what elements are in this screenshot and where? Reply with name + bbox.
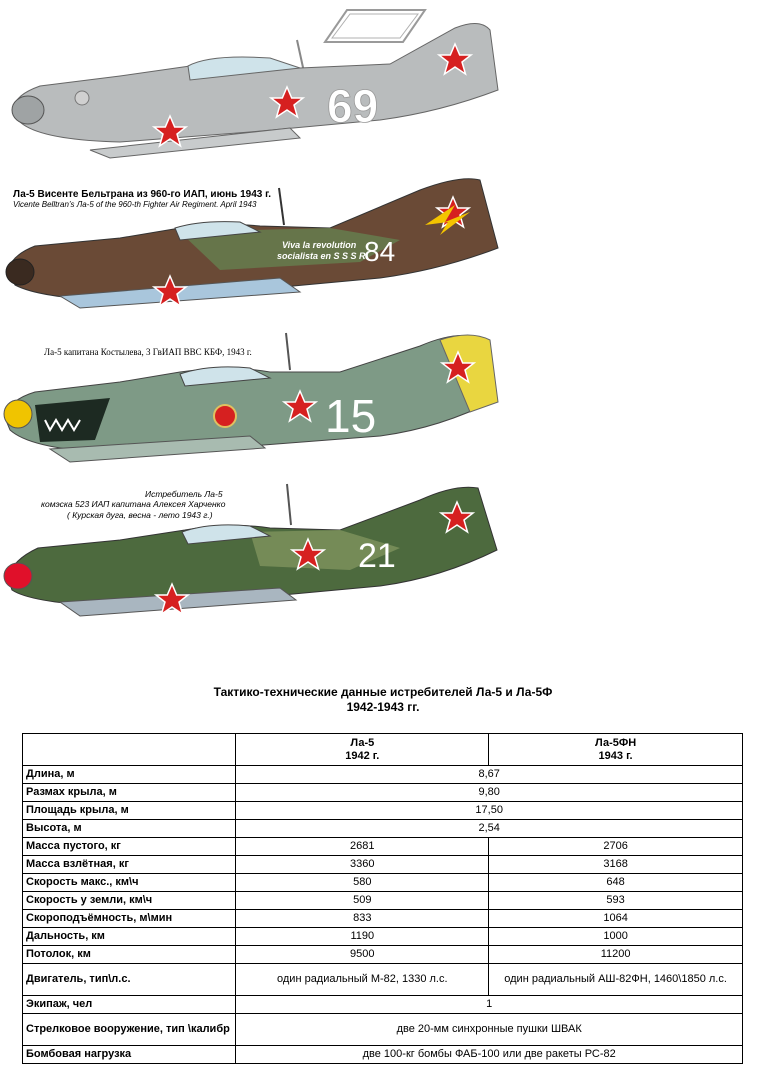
row-label: Длина, м <box>23 766 236 784</box>
row-value-la5: 833 <box>236 910 489 928</box>
row-label: Площадь крыла, м <box>23 802 236 820</box>
row-value-la5fn: 3168 <box>489 856 743 874</box>
row-label: Потолок, км <box>23 946 236 964</box>
plane-2-slogan-2: socialista en S S S R <box>277 251 366 261</box>
table-row <box>23 964 743 996</box>
row-value: две 100-кг бомбы ФАБ-100 или две ракеты РС-82 <box>236 1046 743 1064</box>
row-value-la5fn: один радиальный АШ-82ФН, 1460\1850 л.с. <box>489 964 743 996</box>
row-value-la5fn: 1000 <box>489 928 743 946</box>
plane-2-caption-en: Vicente Belltran’s Ла-5 of the 960-th Fighter Air Regiment. April 1943 <box>13 200 257 209</box>
row-value-la5fn: 648 <box>489 874 743 892</box>
row-label: Высота, м <box>23 820 236 838</box>
row-value-la5: 509 <box>236 892 489 910</box>
table-row <box>23 1046 743 1064</box>
row-value: две 20-мм синхронные пушки ШВАК <box>236 1014 743 1046</box>
plane-3-caption: Ла-5 капитана Костылева, 3 ГвИАП ВВС КБФ, 1943 г. <box>44 347 252 357</box>
plane-2-slogan-1: Viva la revolution <box>282 240 357 250</box>
header-la5 <box>236 734 489 766</box>
row-value-la5: 1190 <box>236 928 489 946</box>
row-value-la5fn: 11200 <box>489 946 743 964</box>
table-row <box>23 802 743 820</box>
row-value-la5fn: 593 <box>489 892 743 910</box>
plane-4-caption-line-3: ( Курская дуга, весна - лето 1943 г.) <box>67 510 213 520</box>
row-label: Скороподъёмность, м\мин <box>23 910 236 928</box>
header-la5-year: 1942 г. <box>345 749 380 762</box>
table-row <box>23 856 743 874</box>
table-title-line-2: 1942-1943 гг. <box>346 700 420 714</box>
plane-3-number: 15 <box>325 390 377 442</box>
plane-2-caption-ru: Ла-5 Висенте Бельтрана из 960-го ИАП, июнь 1943 г. <box>13 189 272 200</box>
row-value: 9,80 <box>236 784 743 802</box>
table-row <box>23 874 743 892</box>
row-value-la5: один радиальный М-82, 1330 л.с. <box>236 964 489 996</box>
row-label: Скорость у земли, км\ч <box>23 892 236 910</box>
row-label: Бомбовая нагрузка <box>23 1046 236 1064</box>
header-la5fn-name: Ла-5ФН <box>594 736 637 749</box>
logo-emblem <box>325 10 425 42</box>
table-row <box>23 784 743 802</box>
row-value: 17,50 <box>236 802 743 820</box>
row-value: 8,67 <box>236 766 743 784</box>
table-row <box>23 928 743 946</box>
row-label: Масса пустого, кг <box>23 838 236 856</box>
table-title <box>0 685 766 715</box>
table-row <box>23 910 743 928</box>
row-label: Дальность, км <box>23 928 236 946</box>
table-title-line-1: Тактико-технические данные истребителей Ла-5 и Ла-5Ф <box>213 685 553 699</box>
table-row <box>23 820 743 838</box>
header-la5fn <box>489 734 743 766</box>
plane-1 <box>12 10 498 158</box>
row-value-la5: 580 <box>236 874 489 892</box>
row-value-la5fn: 1064 <box>489 910 743 928</box>
row-label: Масса взлётная, кг <box>23 856 236 874</box>
table-row <box>23 946 743 964</box>
row-value: 2,54 <box>236 820 743 838</box>
row-value-la5: 2681 <box>236 838 489 856</box>
row-label: Скорость макс., км\ч <box>23 874 236 892</box>
row-label: Стрелковое вооружение, тип \калибр <box>23 1014 236 1046</box>
plane-2-number: 84 <box>364 236 396 267</box>
row-label: Двигатель, тип\л.с. <box>23 964 236 996</box>
table-row <box>23 766 743 784</box>
row-value-la5fn: 2706 <box>489 838 743 856</box>
table-header-row <box>23 734 743 766</box>
table-row <box>23 892 743 910</box>
header-la5-name: Ла-5 <box>350 736 375 749</box>
plane-4-caption-line-2: комэска 523 ИАП капитана Алексея Харченко <box>41 499 226 509</box>
table-row <box>23 1014 743 1046</box>
plane-1-number: 69 <box>327 80 379 132</box>
header-empty-cell <box>23 734 236 766</box>
row-label: Размах крыла, м <box>23 784 236 802</box>
plane-4-caption-line-1: Истребитель Ла-5 <box>145 489 223 499</box>
row-value: 1 <box>236 996 743 1014</box>
table-row <box>23 838 743 856</box>
plane-4-number: 21 <box>358 537 396 575</box>
row-label: Экипаж, чел <box>23 996 236 1014</box>
header-la5fn-year: 1943 г. <box>598 749 633 762</box>
table-row <box>23 996 743 1014</box>
row-value-la5: 9500 <box>236 946 489 964</box>
row-value-la5: 3360 <box>236 856 489 874</box>
specs-table <box>22 733 743 1064</box>
